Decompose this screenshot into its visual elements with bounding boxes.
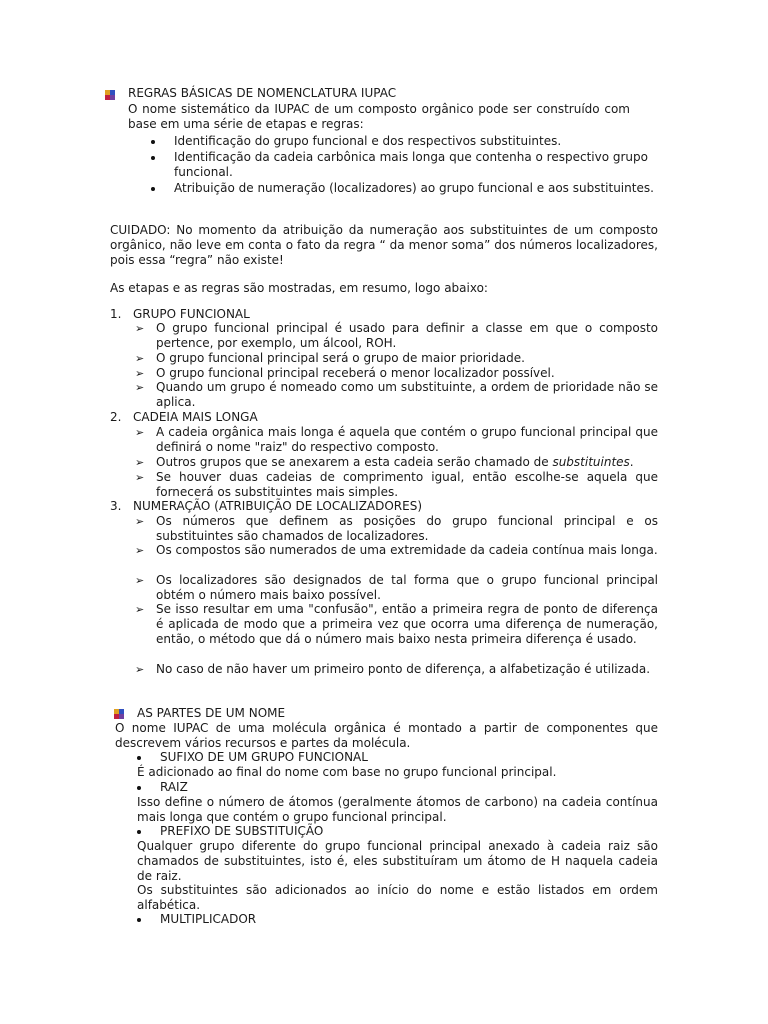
- list-item: [156, 455, 658, 470]
- list-item: Atribuição de numeração (localizadores) ao grupo funcional e aos substituintes.: [174, 181, 654, 195]
- italic-term: substituintes: [552, 455, 630, 469]
- list-item: O grupo funcional principal é usado para definir a classe em que o composto pertence, por exemplo, um álcool, ROH.: [156, 321, 658, 350]
- step-number: 3.: [110, 499, 122, 513]
- arrow-bullet-icon: ➢: [135, 381, 145, 394]
- section-title: REGRAS BÁSICAS DE NOMENCLATURA IUPAC: [128, 86, 397, 100]
- step-title: CADEIA MAIS LONGA: [133, 410, 258, 424]
- steps-intro: As etapas e as regras são mostradas, em resumo, logo abaixo:: [110, 281, 488, 295]
- step-title: NUMERAÇÃO (ATRIBUIÇÃO DE LOCALIZADORES): [133, 499, 423, 513]
- list-item: No caso de não haver um primeiro ponto de diferença, a alfabetização é utilizada.: [156, 662, 651, 676]
- part-title: PREFIXO DE SUBSTITUIÇÃO: [160, 824, 324, 838]
- list-item: Se isso resultar em uma "confusão", então a primeira regra de ponto de diferença é aplicada de modo que a primeira vez que ocorra uma diferença de numeração, então, o método que dá o número mais baixo nesta primeira diferença é usado.: [156, 602, 658, 646]
- bullet-icon: [137, 918, 141, 922]
- part-title: RAIZ: [160, 780, 188, 794]
- list-item: O grupo funcional principal receberá o menor localizador possível.: [156, 366, 555, 380]
- step-number: 2.: [110, 410, 122, 424]
- arrow-bullet-icon: ➢: [135, 471, 145, 484]
- section-bullet-icon: [114, 709, 124, 719]
- warning-paragraph: CUIDADO: No momento da atribuição da numeração aos substituintes de um composto orgânico, não leve em conta o fato da regra “ da menor soma” dos números localizadores, pois essa “regra” não existe!: [110, 223, 658, 267]
- step-title: GRUPO FUNCIONAL: [133, 307, 250, 321]
- list-item: Se houver duas cadeias de comprimento igual, então escolhe-se aquela que fornecerá os substituintes mais simples.: [156, 470, 658, 499]
- list-item-text: Outros grupos que se anexarem a esta cadeia serão chamado de: [156, 455, 549, 469]
- list-item-suffix: .: [629, 455, 634, 469]
- arrow-bullet-icon: ➢: [135, 456, 145, 469]
- bullet-icon: [151, 187, 155, 191]
- list-item: A cadeia orgânica mais longa é aquela que contém o grupo funcional principal que definirá o nome "raiz" do respectivo composto.: [156, 425, 658, 454]
- list-item: Identificação da cadeia carbônica mais longa que contenha o respectivo grupo funcional.: [174, 150, 648, 179]
- section-intro: O nome IUPAC de uma molécula orgânica é montado a partir de componentes que descrevem vários recursos e partes da molécula.: [115, 721, 658, 750]
- arrow-bullet-icon: ➢: [135, 367, 145, 380]
- bullet-icon: [137, 830, 141, 834]
- bullet-icon: [151, 140, 155, 144]
- part-title: SUFIXO DE UM GRUPO FUNCIONAL: [160, 750, 368, 764]
- part-description: É adicionado ao final do nome com base no grupo funcional principal.: [137, 765, 557, 779]
- arrow-bullet-icon: ➢: [135, 574, 145, 587]
- list-item: Identificação do grupo funcional e dos respectivos substituintes.: [174, 134, 562, 148]
- part-description: Os substituintes são adicionados ao início do nome e estão listados em ordem alfabética.: [137, 883, 658, 912]
- arrow-bullet-icon: ➢: [135, 515, 145, 528]
- arrow-bullet-icon: ➢: [135, 322, 145, 335]
- part-description: Qualquer grupo diferente do grupo funcional principal anexado à cadeia raiz são chamados de substituintes, isto é, eles substituíram um átomo de H naquela cadeia de raiz.: [137, 839, 658, 883]
- list-item: Os compostos são numerados de uma extremidade da cadeia contínua mais longa.: [156, 543, 658, 557]
- list-item: Os números que definem as posições do grupo funcional principal e os substituintes são chamados de localizadores.: [156, 514, 658, 543]
- list-item: Os localizadores são designados de tal forma que o grupo funcional principal obtém o número mais baixo possível.: [156, 573, 658, 602]
- part-title: MULTIPLICADOR: [160, 912, 257, 926]
- list-item: Quando um grupo é nomeado como um substituinte, a ordem de prioridade não se aplica.: [156, 380, 658, 409]
- bullet-icon: [137, 756, 141, 760]
- part-description: Isso define o número de átomos (geralmente átomos de carbono) na cadeia contínua mais longa que contém o grupo funcional principal.: [137, 795, 658, 824]
- arrow-bullet-icon: ➢: [135, 352, 145, 365]
- arrow-bullet-icon: ➢: [135, 663, 145, 676]
- arrow-bullet-icon: ➢: [135, 426, 145, 439]
- section-title: AS PARTES DE UM NOME: [137, 706, 286, 720]
- list-item: O grupo funcional principal será o grupo de maior prioridade.: [156, 351, 525, 365]
- bullet-icon: [137, 786, 141, 790]
- arrow-bullet-icon: ➢: [135, 544, 145, 557]
- bullet-icon: [151, 156, 155, 160]
- section-intro: O nome sistemático da IUPAC de um composto orgânico pode ser construído com base em uma série de etapas e regras:: [128, 102, 630, 131]
- arrow-bullet-icon: ➢: [135, 603, 145, 616]
- section-bullet-icon: [105, 90, 115, 100]
- step-number: 1.: [110, 307, 122, 321]
